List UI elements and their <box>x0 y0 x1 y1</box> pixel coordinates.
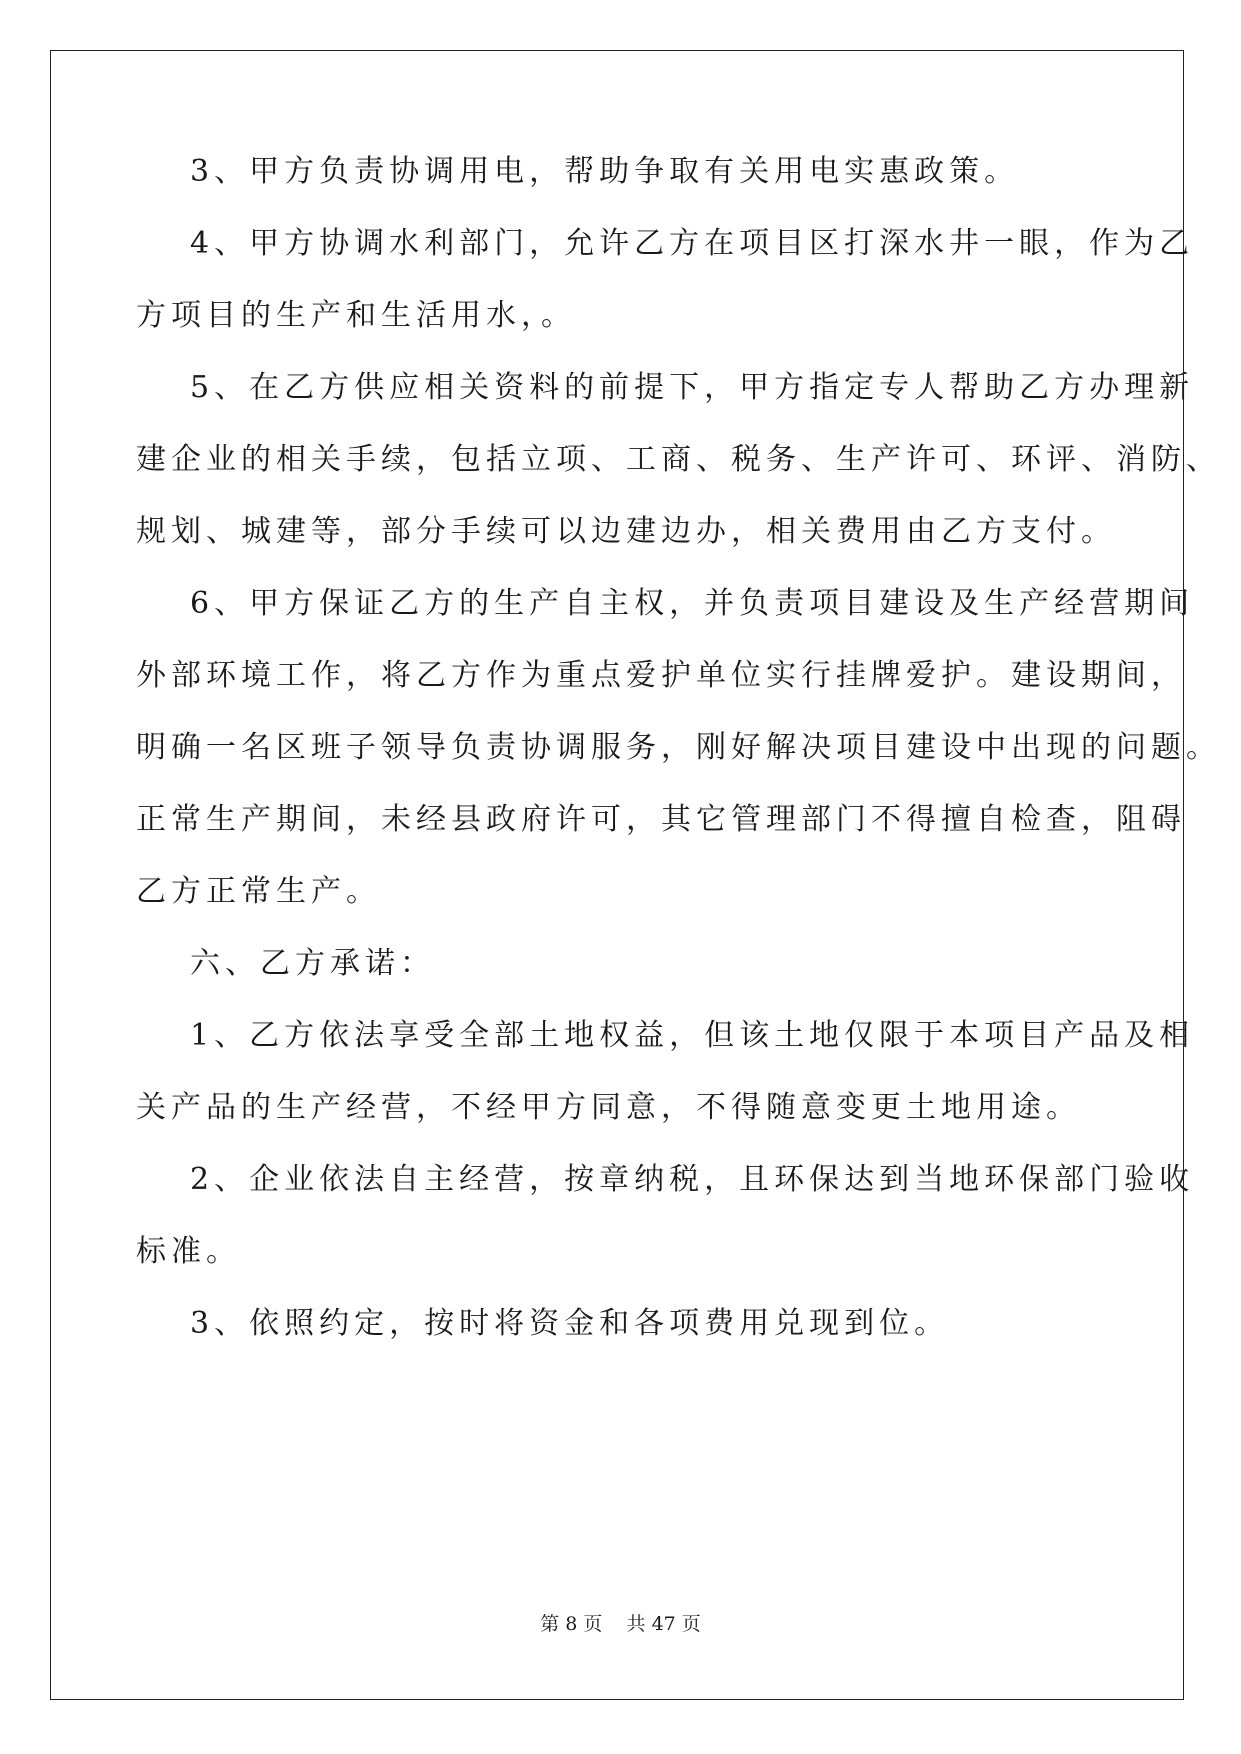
paragraph-line: 3、依照约定，按时将资金和各项费用兑现到位。 <box>190 1306 950 1341</box>
paragraph-line: 明确一名区班子领导负责协调服务，刚好解决项目建设中出现的问题。 <box>136 730 1221 765</box>
paragraph-line: 外部环境工作，将乙方作为重点爱护单位实行挂牌爱护。建设期间， <box>136 658 1186 693</box>
paragraph-line: 建企业的相关手续，包括立项、工商、税务、生产许可、环评、消防、 <box>136 442 1221 477</box>
paragraph-line: 方项目的生产和生活用水，。 <box>136 298 576 333</box>
section-heading: 六、乙方承诺： <box>190 946 435 981</box>
paragraph-line: 3、甲方负责协调用电，帮助争取有关用电实惠政策。 <box>190 154 1020 189</box>
paragraph-line: 5、在乙方供应相关资料的前提下，甲方指定专人帮助乙方办理新 <box>190 370 1195 405</box>
paragraph-line: 正常生产期间，未经县政府许可，其它管理部门不得擅自检查，阻碍 <box>136 802 1186 837</box>
paragraph-line: 规划、城建等，部分手续可以边建边办，相关费用由乙方支付。 <box>136 514 1116 549</box>
paragraph-line: 标准。 <box>136 1234 241 1269</box>
paragraph-line: 6、甲方保证乙方的生产自主权，并负责项目建设及生产经营期间 <box>190 586 1195 621</box>
paragraph-line: 4、甲方协调水利部门，允许乙方在项目区打深水井一眼，作为乙 <box>190 226 1195 261</box>
paragraph-line: 2、企业依法自主经营，按章纳税，且环保达到当地环保部门验收 <box>190 1162 1195 1197</box>
paragraph-line: 关产品的生产经营，不经甲方同意，不得随意变更土地用途。 <box>136 1090 1081 1125</box>
page-number-footer: 第 8 页 共 47 页 <box>540 1613 701 1635</box>
paragraph-line: 1、乙方依法享受全部土地权益，但该土地仅限于本项目产品及相 <box>190 1018 1195 1053</box>
paragraph-line: 乙方正常生产。 <box>136 874 381 909</box>
